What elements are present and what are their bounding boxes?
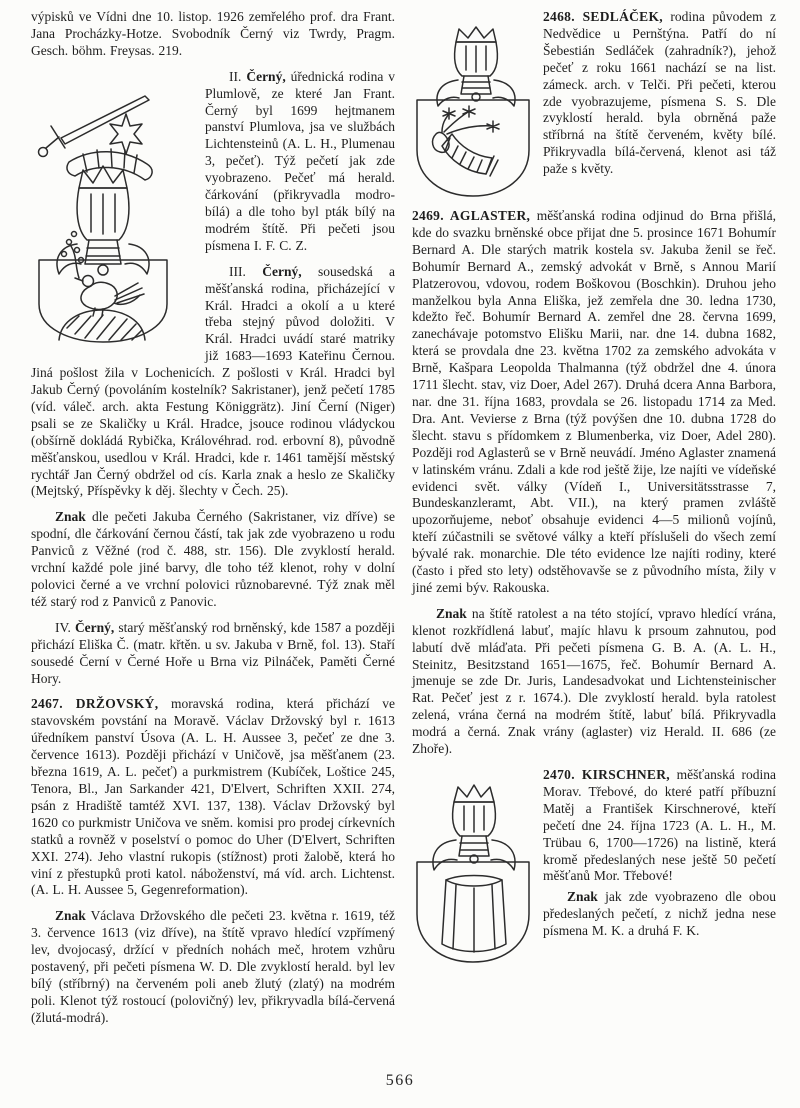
entry-heading: 2468. SEDLÁČEK, [543, 9, 663, 24]
paragraph-text: na štítě ratolest a na této stojící, vpravo hledící vrána, klenot rozkřídlená labuť, majíc hlavu k prsoum zahnutou, pod labutí dvě mláďata. Při pečeti písmena G. B. A. (A. L. H., Steinitz, Besitzstand 1651—1675, řeč. Bohumír Bernard A. jmenuje se zde Dr. Juris, Landesadvokat und Lichtensteinischer Rat. Pečeť jest z r. 1674.). Dle zvyklostí herald. byla ratolest zelená, vrána černá na modrém štítě, labuť bílá. Přikryvadla modrá a černá. Znak vrány (aglaster) viz Herald. II. 686 (ze Zhoře). [412, 605, 777, 757]
entry-family-name: Černý, [246, 68, 286, 84]
page-number: 566 [385, 1072, 415, 1089]
paragraph-text: jak zde vyobrazeno dle obou předeslaných pečetí, z nichž jedna nese písmena M. K. a druhá F. K. [543, 889, 776, 939]
page-footer [0, 1072, 800, 1090]
znak-lead: Znak [55, 509, 86, 525]
paragraph-text: dle pečeti Jakuba Černého (Sakristaner, viz dříve) se spodní, dle čárkování černou částí, tak jak zde vyobrazeno u rodu Panviců z Věžné (rod č. 488, str. 156). Dle zvyklostí herald. vrchní každé pole jiné barvy, dle toho též klenot, rohy v dolní polovici černé a ve vrchní polovici různobarevné. Týž znak měl též starý rod z Panviců z Panovic. [31, 509, 395, 609]
paragraph-aglaster-znak [412, 606, 776, 758]
cerny-coat-of-arms-figure [31, 84, 196, 346]
entry-family-name: Černý, [74, 619, 115, 635]
paragraph-cerny-znak [31, 509, 395, 610]
entry-drzovsky [31, 696, 395, 899]
entry-heading: 2469. AGLASTER, [412, 208, 531, 223]
cerny-coat-of-arms-illustration [31, 84, 196, 346]
entry-kirschner [412, 767, 776, 885]
left-column [31, 9, 395, 1031]
paragraph-drzovsky-znak [31, 908, 395, 1026]
entry-text: rodina původem z Nedvědice u Pernštýna. Patří do ní Šebestián Sedláček (zahradník?), jehož pečeť z roku 1661 nachází se na list. zámeck. arch. v Telči. Při pečeti, kterou zde vyobrazujeme, písmena S. S. Dle zvyklostí herald. byla obrněná paže stříbrná na štítě červeném, květy bílé. Přikryvadla bílá-červená, klenot asi táž paže s květy. [543, 9, 776, 177]
body-text: výpisků ve Vídni dne 10. listop. 1926 zemřelého prof. dra Frant. Jana Procházky-Hotze. Svobodník Černý viz Twrdy, Pragm. Gesch. böhm. Freysas. 219. [31, 9, 395, 58]
paragraph-text: Václava Držovského dle pečeti 23. května r. 1619, též 3. července 1613 (viz dříve), na štítě vpravo hledící vzpřímený lev, dvojocasý, držící v předních nohách meč, hrotem vzhůru postavený, při pečeti písmena W. D. Dle zvyklostí herald. byl lev bílý (stříbrný) na červeném poli aneb žlutý (zlatý) na modrém poli. Klenot týž rostoucí (polovičný) lev, přikryvadla bílá-červená (žlutá-modrá). [31, 908, 395, 1025]
sedlacek-coat-of-arms-illustration [412, 24, 534, 204]
entry-ordinal: II. [229, 68, 242, 84]
entry-text: sousedská a měšťanská rodina, přicházející v Král. Hradci a okolí a u které třeba stejný původ doložiti. V Král. Hradci uvádí staré matriky již 1683—1693 Kateřinu Černou. Jiná pošlost žila v Lochenicích. Z pošlosti v Král. Hradci byl Jakub Černý (povoláním kostelník? Sakristaner), jenž pečetí 1785 (víd. váleč. arch. akta Festung Königgrätz). Jiní Černí (Niger) psali se ze Skaličky u Král. Hradce, jsouce rodinou vládyckou (obšírně dokládá Rybička, Královéhrad. rod. erbovní 8), původně měšťanskou, usedlou v Král. Hradci, kde r. 1461 tamější městský rychtář Jan Černý obdržel od cís. Karla znak a heslo ze Skaličky (Mejtský, Příspěvky k děj. šlechty v Čech. 25). [31, 263, 396, 499]
znak-lead: Znak [567, 889, 598, 905]
entry-sedlacek [412, 9, 776, 178]
znak-lead: Znak [55, 908, 86, 924]
kirschner-coat-of-arms-illustration [412, 782, 534, 980]
sedlacek-coat-of-arms-figure [412, 24, 534, 204]
entry-text: měšťanská rodina odjinud do Brna přišlá, kde do svazku brněnské obce přijat dne 5. prosince 1671 Bohumír Bernard A. Dle starých matrik kostela sv. Jakuba ženil se řeč. Bohumír Bernard A., zemský advokát v Brně, s Annou Marií Platzerovou, vdovou, rodem Boškovou (Boschkin). Druhou jeho manželkou byla Anna Eliška, jež zemřela dne 30. ledna 1730, kdežto řeč. Bohumír Bernard A. zemřel dne 28. června 1699, zanechávaje potomstvo Elišku Marii, nar. dne 14. dubna 1682, která se provdala dne 23. května 1702 za zemského advokáta v Brně, Kašpara Leopolda Thalmanna (týž obdržel dne 4. února 1711 šlecht. stav, viz Doer, Adel 267). Druhá dcera Anna Barbora, nar. dne 31. října 1683, provdala se 26. listopadu 1714 za Med. Dra. Ant. Vevierse z Brna (týž povýšen dne 10. dubna 1728 do šlecht. stavu s přídomkem z Blumenberka, viz Doer, Adel 280). Později rod Aglasterů se v Brně neuvádí. Jméno Aglaster znamená v latinském vránu. Zdali a kde rod ještě žije, lze najíti ve vídeňské evidenci svět. války (Vídeň I., Universitätsstrasse 7, Bundeskanzleramt, Abt. VII.), na který pramen zvláště upozorňujeme, neboť obsahuje evidenci 4—5 milionů vojínů, kteří zúčastnili se světové války a kteří příslušeli do všech zemí bývalé rak. monarchie. Dle této evidence lze najíti rodiny, které (často i před sto lety) odstěhovavše se z původního místa, žily v jiné zemi býv. Rakouska. [412, 208, 777, 595]
entry-heading: 2470. KIRSCHNER, [543, 767, 670, 782]
entry-family-name: Černý, [262, 263, 302, 279]
znak-lead: Znak [436, 605, 467, 621]
entry-ordinal: III. [229, 263, 246, 279]
entry-heading: 2467. DRŽOVSKÝ, [31, 696, 159, 712]
paragraph-continuation [31, 9, 395, 60]
entry-text: úřednická rodina v Plumlově, ze které Jan Frant. Černý byl 1699 hejtmanem panství Plumlova, jsa ve službách Lichtensteinů (A. L. H., Plumenau 3, pečeť). Týž pečetí jak zde vyobrazeno. Pečeť má herald. čárkování (přikryvadla modro-bílá) a dle toho byl pták bílý na modrém štítě. Při pečeti jsou písmena I. F. C. Z. [205, 68, 396, 253]
kirschner-coat-of-arms-figure [412, 782, 534, 980]
entry-cerny-iv [31, 620, 395, 688]
right-column [412, 9, 776, 1031]
entry-text: starý měšťanský rod brněnský, kde 1587 a později přichází Eliška Č. (matr. křtěn. u sv. Jakuba v Brně, fol. 13). Staří sousedé Černí v Černé Hoře u Brna viz Pilnáček, Paměti Černé Hory. [31, 619, 395, 686]
entry-text: moravská rodina, která přichází ve stavovském povstání na Moravě. Václav Držovský byl r. 1613 úředníkem panství Úsova (A. L. H. Aussee 3, pečeť ze dne 3. července 1613). Později přichází v Uničově, jsa měšťanem (23. března 1619, A. L. pečeť) a purkmistrem (Kubíček, Loštice 245, Tenora, Bl., Jan Sarkander 421, D'Elvert, Schriften XXII. 274, psán z Hradiště tamtéž XVI. 137, 138). Václav Držovský byl 1620 co purkmistr Uničova ve sněm. komisi pro prodej církevních statků a rovněž v poselství o pomoc do Uher (D'Elvert, Schriften XXI. 274). Jeho vlastní rukopis (stížnost) proti žalobě, která ho viní z přestupků proti katol. náboženství, má víd. arch. Lichtenst. (A. L. H. Aussee 5, Gegenreformation). [31, 696, 396, 898]
entry-aglaster [412, 208, 776, 597]
entry-ordinal: IV. [55, 619, 71, 635]
entry-cerny-ii [31, 69, 395, 255]
entry-text: měšťanská rodina Morav. Třebové, do které patří příbuzní Matěj a František Kirschnerové, kteří pečetí dne 24. října 1723 (A. L. H., M. Trübau 6, 1700—1726) na listině, která kromě předeslaných nese ještě 50 pečetí měšťanů Mor. Třebové! [543, 767, 776, 884]
